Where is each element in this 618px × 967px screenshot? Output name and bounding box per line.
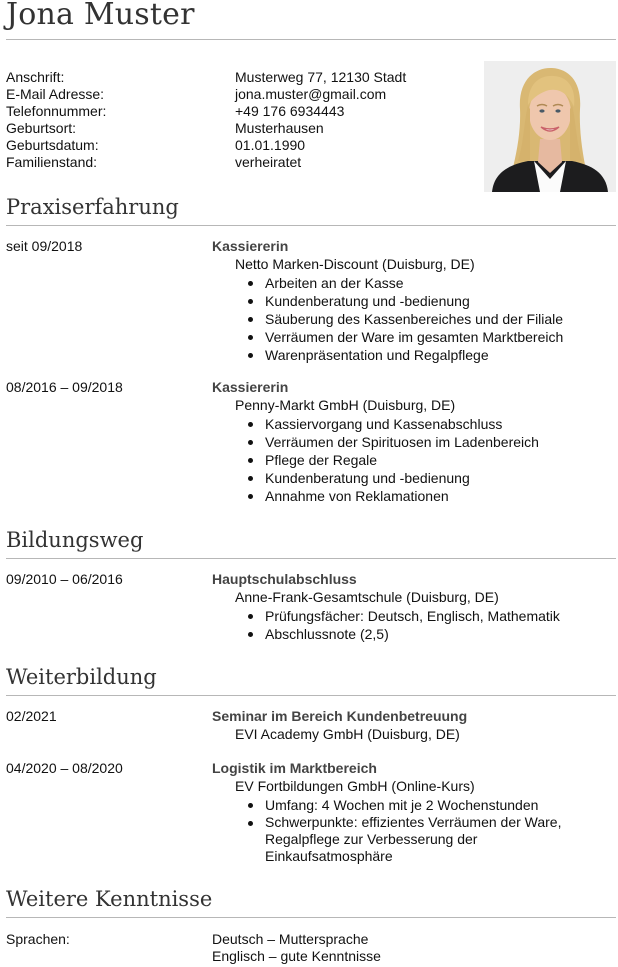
personal-label: Familienstand: bbox=[6, 154, 98, 170]
list-item: Schwerpunkte: effizientes Verräumen der Ware, Regalpflege zur Verbesserung der Einkaufsatmosphäre bbox=[235, 814, 585, 865]
list-item: Kassiervorgang und Kassenabschluss bbox=[235, 415, 595, 433]
entry-title: Kassiererin bbox=[212, 379, 289, 395]
entry-date: seit 09/2018 bbox=[6, 238, 83, 254]
personal-row-address bbox=[6, 69, 476, 86]
entry-date: 09/2010 – 06/2016 bbox=[6, 571, 123, 587]
personal-value: 01.01.1990 bbox=[235, 137, 306, 153]
personal-row-birthdate bbox=[6, 137, 476, 154]
list-item: Verräumen der Spirituosen im Ladenbereich bbox=[235, 433, 595, 451]
entry-organization: Anne-Frank-Gesamtschule (Duisburg, DE) bbox=[235, 589, 499, 605]
entry-date: 02/2021 bbox=[6, 708, 57, 724]
divider bbox=[6, 39, 616, 40]
experience-entry bbox=[6, 379, 616, 509]
entry-organization: EV Fortbildungen GmbH (Online-Kurs) bbox=[235, 778, 475, 794]
training-entry bbox=[6, 708, 616, 744]
entry-title: Hauptschulabschluss bbox=[212, 571, 357, 587]
divider bbox=[6, 225, 616, 226]
profile-photo bbox=[484, 61, 616, 192]
section-title-praxiserfahrung: Praxiserfahrung bbox=[6, 195, 179, 219]
list-item: Kundenberatung und -bedienung bbox=[235, 292, 595, 310]
personal-value: Musterhausen bbox=[235, 120, 324, 136]
list-item: Verräumen der Ware im gesamten Marktbereich bbox=[235, 328, 595, 346]
personal-info bbox=[6, 69, 476, 171]
list-item: Umfang: 4 Wochen mit je 2 Wochenstunden bbox=[235, 796, 595, 814]
list-item: Kundenberatung und -bedienung bbox=[235, 469, 595, 487]
entry-bullet-list bbox=[235, 415, 595, 505]
divider bbox=[6, 558, 616, 559]
entry-date: 04/2020 – 08/2020 bbox=[6, 760, 123, 776]
language-item: Deutsch – Muttersprache bbox=[212, 931, 369, 947]
personal-label: Geburtsort: bbox=[6, 120, 77, 136]
entry-organization: EVI Academy GmbH (Duisburg, DE) bbox=[235, 726, 460, 742]
personal-row-birthplace bbox=[6, 120, 476, 137]
education-entry bbox=[6, 571, 616, 645]
section-title-weitere-kenntnisse: Weitere Kenntnisse bbox=[6, 887, 213, 911]
list-item: Warenpräsentation und Regalpflege bbox=[235, 346, 595, 364]
personal-row-email bbox=[6, 86, 476, 103]
personal-label: Anschrift: bbox=[6, 69, 65, 85]
training-entry bbox=[6, 760, 616, 870]
skills-label: Sprachen: bbox=[6, 931, 70, 947]
entry-bullet-list bbox=[235, 607, 595, 643]
entry-title: Kassiererin bbox=[212, 238, 289, 254]
personal-value: jona.muster@gmail.com bbox=[235, 86, 387, 102]
personal-label: E-Mail Adresse: bbox=[6, 86, 105, 102]
section-title-bildungsweg: Bildungsweg bbox=[6, 528, 144, 552]
skills-languages bbox=[6, 931, 616, 967]
entry-title: Logistik im Marktbereich bbox=[212, 760, 377, 776]
list-item: Säuberung des Kassenbereiches und der Filiale bbox=[235, 310, 595, 328]
entry-bullet-list bbox=[235, 796, 595, 865]
list-item: Arbeiten an der Kasse bbox=[235, 274, 595, 292]
cv-name: Jona Muster bbox=[6, 0, 195, 32]
personal-label: Telefonnummer: bbox=[6, 103, 107, 119]
entry-bullet-list bbox=[235, 274, 595, 364]
entry-date: 08/2016 – 09/2018 bbox=[6, 379, 123, 395]
list-item: Annahme von Reklamationen bbox=[235, 487, 595, 505]
experience-entry bbox=[6, 238, 616, 368]
personal-value: +49 176 6934443 bbox=[235, 103, 345, 119]
personal-value: verheiratet bbox=[235, 154, 302, 170]
divider bbox=[6, 917, 616, 918]
list-item: Abschlussnote (2,5) bbox=[235, 625, 595, 643]
personal-row-marital-status bbox=[6, 154, 476, 171]
entry-title: Seminar im Bereich Kundenbetreuung bbox=[212, 708, 468, 724]
divider bbox=[6, 695, 616, 696]
list-item: Prüfungsfächer: Deutsch, Englisch, Mathematik bbox=[235, 607, 595, 625]
language-item: Englisch – gute Kenntnisse bbox=[212, 948, 381, 964]
entry-organization: Penny-Markt GmbH (Duisburg, DE) bbox=[235, 397, 456, 413]
personal-label: Geburtsdatum: bbox=[6, 137, 99, 153]
personal-row-phone bbox=[6, 103, 476, 120]
personal-value: Musterweg 77, 12130 Stadt bbox=[235, 69, 407, 85]
list-item: Pflege der Regale bbox=[235, 451, 595, 469]
section-title-weiterbildung: Weiterbildung bbox=[6, 665, 157, 689]
entry-organization: Netto Marken-Discount (Duisburg, DE) bbox=[235, 256, 475, 272]
